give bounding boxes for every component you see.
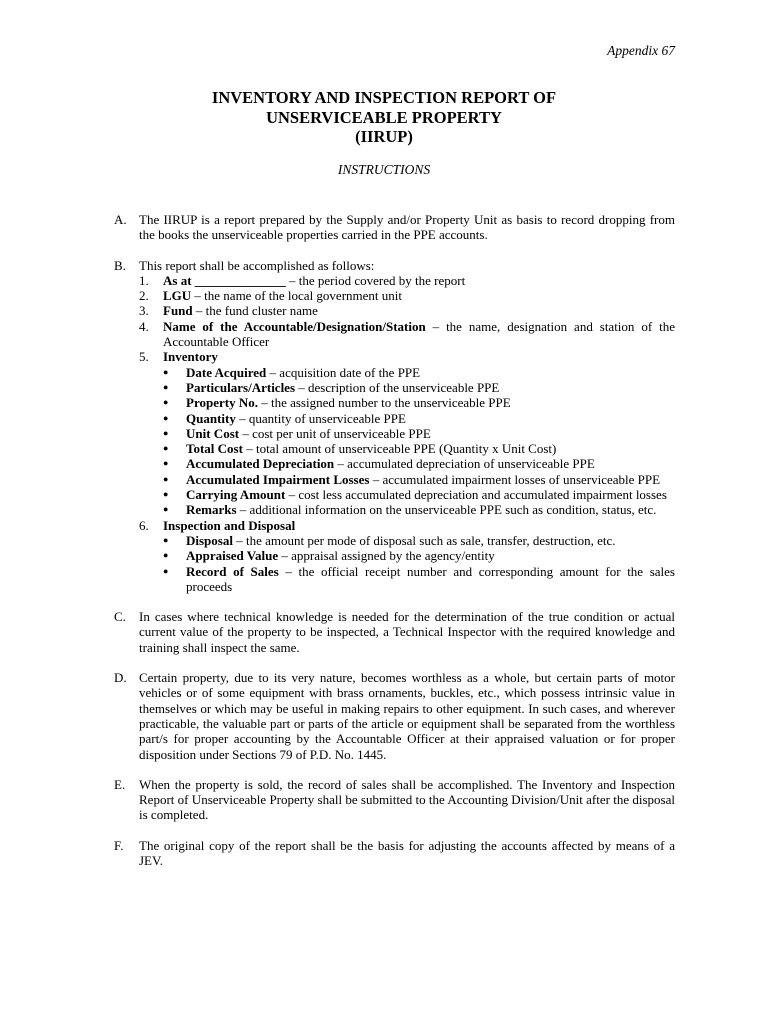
numbered-heading-inventory — [139, 349, 675, 364]
instructions-body — [114, 212, 675, 883]
bullet-icon: ● — [163, 565, 169, 576]
section-label: E. — [114, 776, 126, 792]
bullet-term: Carrying Amount — [186, 487, 286, 503]
bullet-description: – the official receipt number and corresponding amount for the sales proceeds — [186, 563, 675, 594]
item-heading: Inspection and Disposal — [163, 517, 296, 533]
bullet-term: Unit Cost — [186, 425, 240, 441]
numbered-item — [139, 303, 675, 318]
bullet-icon: ● — [163, 504, 169, 515]
bullet-term: Accumulated Depreciation — [186, 456, 335, 472]
section-d — [114, 670, 675, 762]
bullet-icon: ● — [163, 534, 169, 545]
bullet-description: – cost less accumulated depreciation and accumulated impairment losses — [285, 487, 667, 503]
bullet-description: – description of the unserviceable PPE — [295, 379, 500, 395]
bullet-term: Record of Sales — [186, 563, 279, 579]
bullet-term: Disposal — [186, 532, 233, 548]
item-term: LGU — [163, 288, 192, 304]
section-text: When the property is sold, the record of sales shall be accomplished. The Inventory and Inspection Report of Unserviceable Property shall be submitted to the Accounting Division/Unit after the disposal is completed. — [139, 776, 675, 823]
title-line-2: UNSERVICEABLE PROPERTY — [266, 107, 502, 127]
bullet-icon: ● — [163, 381, 169, 392]
bullet-item — [163, 472, 675, 487]
bullet-item — [163, 426, 675, 441]
bullet-term: Quantity — [186, 410, 236, 426]
bullet-description: – accumulated depreciation of unserviceable PPE — [334, 456, 595, 472]
item-number: 6. — [139, 517, 149, 533]
item-number: 2. — [139, 288, 149, 304]
bullet-description: – accumulated impairment losses of unserviceable PPE — [369, 471, 661, 487]
section-label: B. — [114, 257, 126, 273]
bullet-term: Accumulated Impairment Losses — [186, 471, 370, 487]
section-label: D. — [114, 670, 127, 686]
bullet-term: Remarks — [186, 502, 237, 518]
bullet-item — [163, 441, 675, 456]
bullet-description: – acquisition date of the PPE — [266, 364, 421, 380]
section-text: In cases where technical knowledge is needed for the determination of the true condition or actual current value of the property to be inspected, a Technical Inspector with the required knowledge and training shall inspect the same. — [139, 609, 675, 655]
bullet-icon: ● — [163, 489, 169, 500]
appendix-label: Appendix 67 — [607, 43, 675, 58]
bullet-description: – total amount of unserviceable PPE (Quantity x Unit Cost) — [242, 441, 557, 457]
title-line-1: INVENTORY AND INSPECTION REPORT OF — [211, 88, 557, 107]
numbered-heading-inspection — [139, 518, 675, 533]
bullet-description: – the assigned number to the unserviceable PPE — [257, 395, 511, 411]
bullet-item — [163, 502, 675, 517]
bullet-icon: ● — [163, 473, 169, 484]
item-term: Fund — [163, 303, 193, 319]
document-title — [0, 88, 768, 147]
bullet-icon: ● — [163, 427, 169, 438]
section-intro: This report shall be accomplished as follows: — [139, 257, 375, 273]
section-label: F. — [114, 837, 124, 853]
bullet-term: Total Cost — [186, 441, 243, 457]
bullet-item — [163, 456, 675, 471]
item-description: – the name of the local government unit — [191, 288, 402, 304]
item-heading: Inventory — [163, 349, 218, 365]
bullet-description: – quantity of unserviceable PPE — [235, 410, 406, 426]
bullet-description: – additional information on the unserviceable PPE such as condition, status, etc. — [236, 502, 657, 518]
bullet-term: Appraised Value — [186, 548, 279, 564]
bullet-item — [163, 380, 675, 395]
bullet-item — [163, 487, 675, 502]
bullet-icon: ● — [163, 443, 169, 454]
title-line-3: (IIRUP) — [355, 127, 413, 146]
section-f — [114, 838, 675, 869]
bullet-item — [163, 533, 675, 548]
bullet-item — [163, 365, 675, 380]
section-body — [139, 258, 675, 595]
bullet-description: – the amount per mode of disposal such as sale, transfer, destruction, etc. — [232, 532, 616, 548]
bullet-description: – cost per unit of unserviceable PPE — [239, 425, 431, 441]
section-text: The IIRUP is a report prepared by the Supply and/or Property Unit as basis to record dropping from the books the unserviceable properties carried in the PPE accounts. — [139, 212, 675, 243]
bullet-item — [163, 395, 675, 410]
item-term: Name of the Accountable/Designation/Station — [163, 318, 426, 334]
item-description: – the period covered by the report — [285, 272, 466, 288]
item-term: As at ______________ — [163, 272, 286, 288]
section-e — [114, 777, 675, 823]
section-b — [114, 258, 675, 595]
bullet-term: Particulars/Articles — [186, 379, 296, 395]
item-number: 4. — [139, 318, 149, 334]
item-number: 5. — [139, 349, 149, 365]
item-description: – the name, designation and station of the Accountable Officer — [163, 318, 675, 350]
bullet-item — [163, 564, 675, 595]
section-label: C. — [114, 609, 126, 625]
item-number: 1. — [139, 272, 149, 288]
section-c — [114, 609, 675, 655]
section-label: A. — [114, 212, 127, 227]
bullet-icon: ● — [163, 550, 169, 561]
bullet-icon: ● — [163, 397, 169, 408]
bullet-item — [163, 548, 675, 563]
bullet-item — [163, 411, 675, 426]
numbered-item — [139, 273, 675, 288]
item-number: 3. — [139, 303, 149, 319]
section-text: Certain property, due to its very nature, becomes worthless as a whole, but certain parts of motor vehicles or of some equipment with brass ornaments, buckles, etc., which possess intrinsic value in themselves or which may be useful in making repairs to other equipment. In such cases, and wherever practicable, the valuable part or parts of the article or equipment shall be separated from the worthless part/s for proper accounting by the Accountable Officer at their appraised valuation or for proper disposition under Sections 79 of P.D. No. 1445. — [139, 670, 675, 762]
section-text: The original copy of the report shall be the basis for adjusting the accounts affected by means of a JEV. — [139, 837, 675, 868]
bullet-description: – appraisal assigned by the agency/entity — [278, 548, 495, 564]
instructions-heading: INSTRUCTIONS — [337, 162, 431, 177]
item-description: – the fund cluster name — [192, 303, 318, 319]
bullet-icon: ● — [163, 458, 169, 469]
bullet-icon: ● — [163, 366, 169, 377]
bullet-icon: ● — [163, 412, 169, 423]
bullet-term: Date Acquired — [186, 364, 267, 380]
numbered-item — [139, 319, 675, 350]
bullet-term: Property No. — [186, 395, 258, 411]
section-a — [114, 212, 675, 243]
numbered-item — [139, 288, 675, 303]
